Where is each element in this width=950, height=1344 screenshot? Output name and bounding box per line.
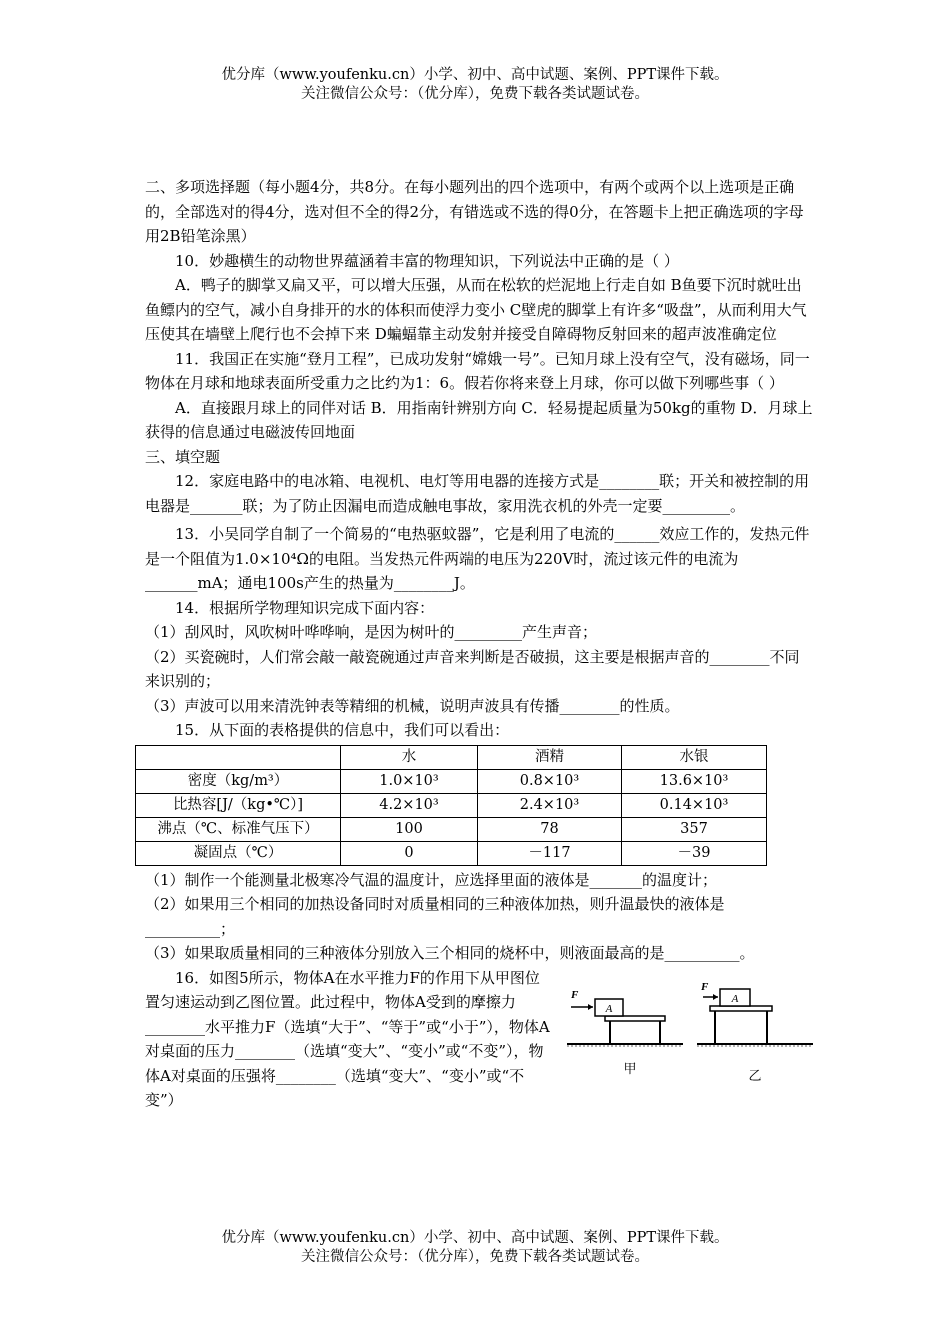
table-row [136,817,767,841]
table-header-cell: 水 [341,745,478,769]
caption-yi: 乙 [748,1068,762,1084]
table-cell: 凝固点（℃） [136,841,341,865]
q16-block [145,966,813,1109]
table-row [136,793,767,817]
table-cell: 0 [341,841,478,865]
header-line-1: 优分库（www.youfenku.cn）小学、初中、高中试题、案例、PPT课件下载。 [221,67,729,83]
q14-part1: （1）刮风时，风吹树叶哗哗响，是因为树叶的_________产生声音； [145,623,598,641]
block-label: A [605,1002,613,1015]
q14-stem: 14．根据所学物理知识完成下面内容： [175,598,435,617]
q15-part1: （1）制作一个能测量北极寒冷气温的温度计，应选择里面的液体是_______的温度计； [145,870,718,889]
liquid-properties-table [135,745,767,866]
force-label: F [701,980,709,993]
q11-stem: 11．我国正在实施“登月工程”，已成功发射“嫦娥一号”。已知月球上没有空气，没有磁场，同一物体在月球和地球表面所受重力之比约为1：6。假若你将来登上月球，你可以做下列哪些事（ ） [145,349,810,392]
table-cell: 357 [622,817,767,841]
table-cell: 0.8×10³ [478,769,622,793]
table-row [136,841,767,865]
q14-part2: （2）买瓷碗时，人们常会敲一敲瓷碗通过声音来判断是否破损，这主要是根据声音的________不同来识别的； [145,647,800,690]
q10-stem: 10．妙趣横生的动物世界蕴涵着丰富的物理知识，下列说法中正确的是（ ） [175,251,679,270]
section3-title: 三、填空题 [145,447,221,466]
force-label: F [571,988,579,1001]
q15-stem: 15．从下面的表格提供的信息中，我们可以看出： [175,721,510,739]
page-header [0,66,950,104]
table-cell: 密度（kg/m³） [136,769,341,793]
table-row [136,769,767,793]
table-cell: 100 [341,817,478,841]
table-cell: 沸点（℃、标准气压下） [136,817,341,841]
table-cell: 13.6×10³ [622,769,767,793]
q14-part3: （3）声波可以用来清洗钟表等精细的机械，说明声波具有传播________的性质。 [145,696,680,715]
table-cell: 1.0×10³ [341,769,478,793]
caption-jia: 甲 [623,1061,637,1077]
q10-options: A．鸭子的脚掌又扁又平，可以增大压强，从而在松软的烂泥地上行走自如 B鱼要下沉时就吐出鱼鳔内的空气，减小自身排开的水的体积而使浮力变小 C壁虎的脚掌上有许多“吸盘”，从而利用大气压使其在墙壁上爬行也不会掉下来 D蝙蝠靠主动发射并接受自障碍物反射回来的超声波准确定位 [145,276,807,343]
table-cell: 78 [478,817,622,841]
q16-text: 16．如图5所示，物体A在水平推力F的作用下从甲图位置匀速运动到乙图位置。此过程中，物体A受到的摩擦力________水平推力F（选填“大于”、“等于”或“小于”），物体A对桌面的压力________（选填“变大”、“变小”或“不变”），物体A对桌面的压强将________（选填“变大”、“变小”或“不变”） [145,968,550,1109]
block-label: A [731,992,739,1005]
exam-content [145,175,813,1109]
table-cell: 2.4×10³ [478,793,622,817]
q13: 13．小吴同学自制了一个简易的“电热驱蚊器”，它是利用了电流的______效应工作的，发热元件是一个阻值为1.0×10⁴Ω的电阻。当发热元件两端的电压为220V时，流过该元件的电流为_______mA；通电100s产生的热量为________J。 [145,525,810,592]
table-cell: 4.2×10³ [341,793,478,817]
footer-line-1: 优分库（www.youfenku.cn）小学、初中、高中试题、案例、PPT课件下载。 [221,1230,729,1246]
figure-left-jia [567,989,683,1077]
table-header-cell: 水银 [622,745,767,769]
table-header-row [136,745,767,769]
page-footer [0,1229,950,1267]
section2-title: 二、多项选择题（每小题4分，共8分。在每小题列出的四个选项中，有两个或两个以上选项是正确的，全部选对的得4分，选对但不全的得2分，有错选或不选的得0分，在答题卡上把正确选项的字母用2B铅笔涂黑） [145,178,804,245]
q15-part3: （3）如果取质量相同的三种液体分别放入三个相同的烧杯中，则液面最高的是__________。 [145,944,755,962]
figure-5-diagram [565,976,815,1088]
table-header-cell: 酒精 [478,745,622,769]
footer-line-2: 关注微信公众号：（优分库），免费下载各类试题试卷。 [301,1249,649,1265]
q12: 12．家庭电路中的电冰箱、电视机、电灯等用电器的连接方式是________联；开关和被控制的用电器是_______联；为了防止因漏电而造成触电事故，家用洗衣机的外壳一定要_________。 [145,472,810,515]
table-cell: 0.14×10³ [622,793,767,817]
table-cell: －117 [478,841,622,865]
q11-options: A．直接跟月球上的同伴对话 B．用指南针辨别方向 C．轻易提起质量为50kg的重物 D．月球上获得的信息通过电磁波传回地面 [145,398,813,441]
header-line-2: 关注微信公众号：（优分库），免费下载各类试题试卷。 [301,86,649,102]
q15-part2: （2）如果用三个相同的加热设备同时对质量相同的三种液体加热，则升温最快的液体是__________； [145,895,725,938]
table-cell: 比热容[J/（kg•℃）] [136,793,341,817]
table-cell: －39 [622,841,767,865]
table-header-cell [136,745,341,769]
figure-right-yi [697,981,813,1084]
